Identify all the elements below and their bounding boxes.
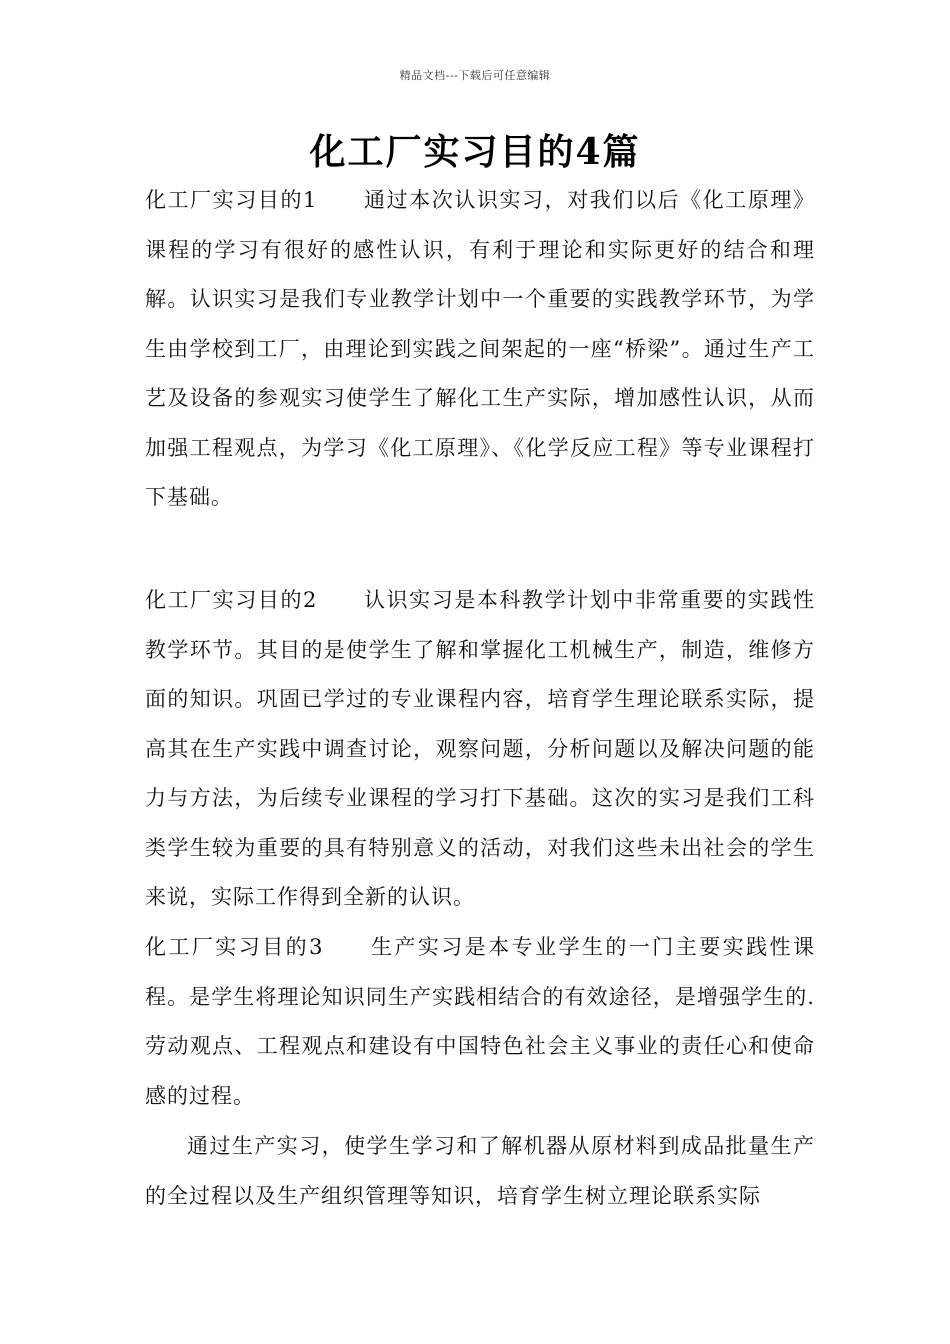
- closing-section: [145, 1122, 815, 1221]
- section-1-paragraph: [145, 176, 815, 523]
- header-note: 精品文档---下载后可任意编辑: [399, 69, 551, 82]
- section-3: [145, 923, 815, 1121]
- closing-paragraph: 通过生产实习，使学生学习和了解机器从原材料到成品批量生产的全过程以及生产组织管理等知识，培育学生树立理论联系实际: [145, 1134, 815, 1208]
- section-3-text: 生产实习是本专业学生的一门主要实践性课程。是学生将理论知识同生产实践相结合的有效途径，是增强学生的.劳动观点、工程观点和建设有中国特色社会主义事业的责任心和使命感的过程。: [145, 935, 815, 1108]
- section-2-text: 认识实习是本科教学计划中非常重要的实践性教学环节。其目的是使学生了解和掌握化工机械生产，制造，维修方面的知识。巩固已学过的专业课程内容，培育学生理论联系实际，提高其在生产实践中调查讨论，观察问题，分析问题以及解决问题的能力与方法，为后续专业课程的学习打下基础。这次的实习是我们工科类学生较为重要的具有特别意义的活动，对我们这些未出社会的学生来说，实际工作得到全新的认识。: [145, 588, 815, 909]
- section-1: [145, 176, 815, 523]
- section-3-label: 化工厂实习目的3: [145, 935, 324, 959]
- section-1-text: 通过本次认识实习，对我们以后《化工原理》课程的学习有很好的感性认识，有利于理论和实际更好的结合和理解。认识实习是我们专业教学计划中一个重要的实践教学环节，为学生由学校到工厂，由理论到实践之间架起的一座“桥梁”。通过生产工艺及设备的参观实习使学生了解化工生产实际，增加感性认识，从而加强工程观点，为学习《化工原理》、《化学反应工程》等专业课程打下基础。: [145, 188, 815, 509]
- section-2-label: 化工厂实习目的2: [145, 588, 318, 612]
- section-3-paragraph: [145, 923, 815, 1121]
- section-1-label: 化工厂实习目的1: [145, 188, 318, 212]
- section-2: [145, 576, 815, 923]
- document-title: 化工厂实习目的4篇: [309, 131, 641, 173]
- section-2-paragraph: [145, 576, 815, 923]
